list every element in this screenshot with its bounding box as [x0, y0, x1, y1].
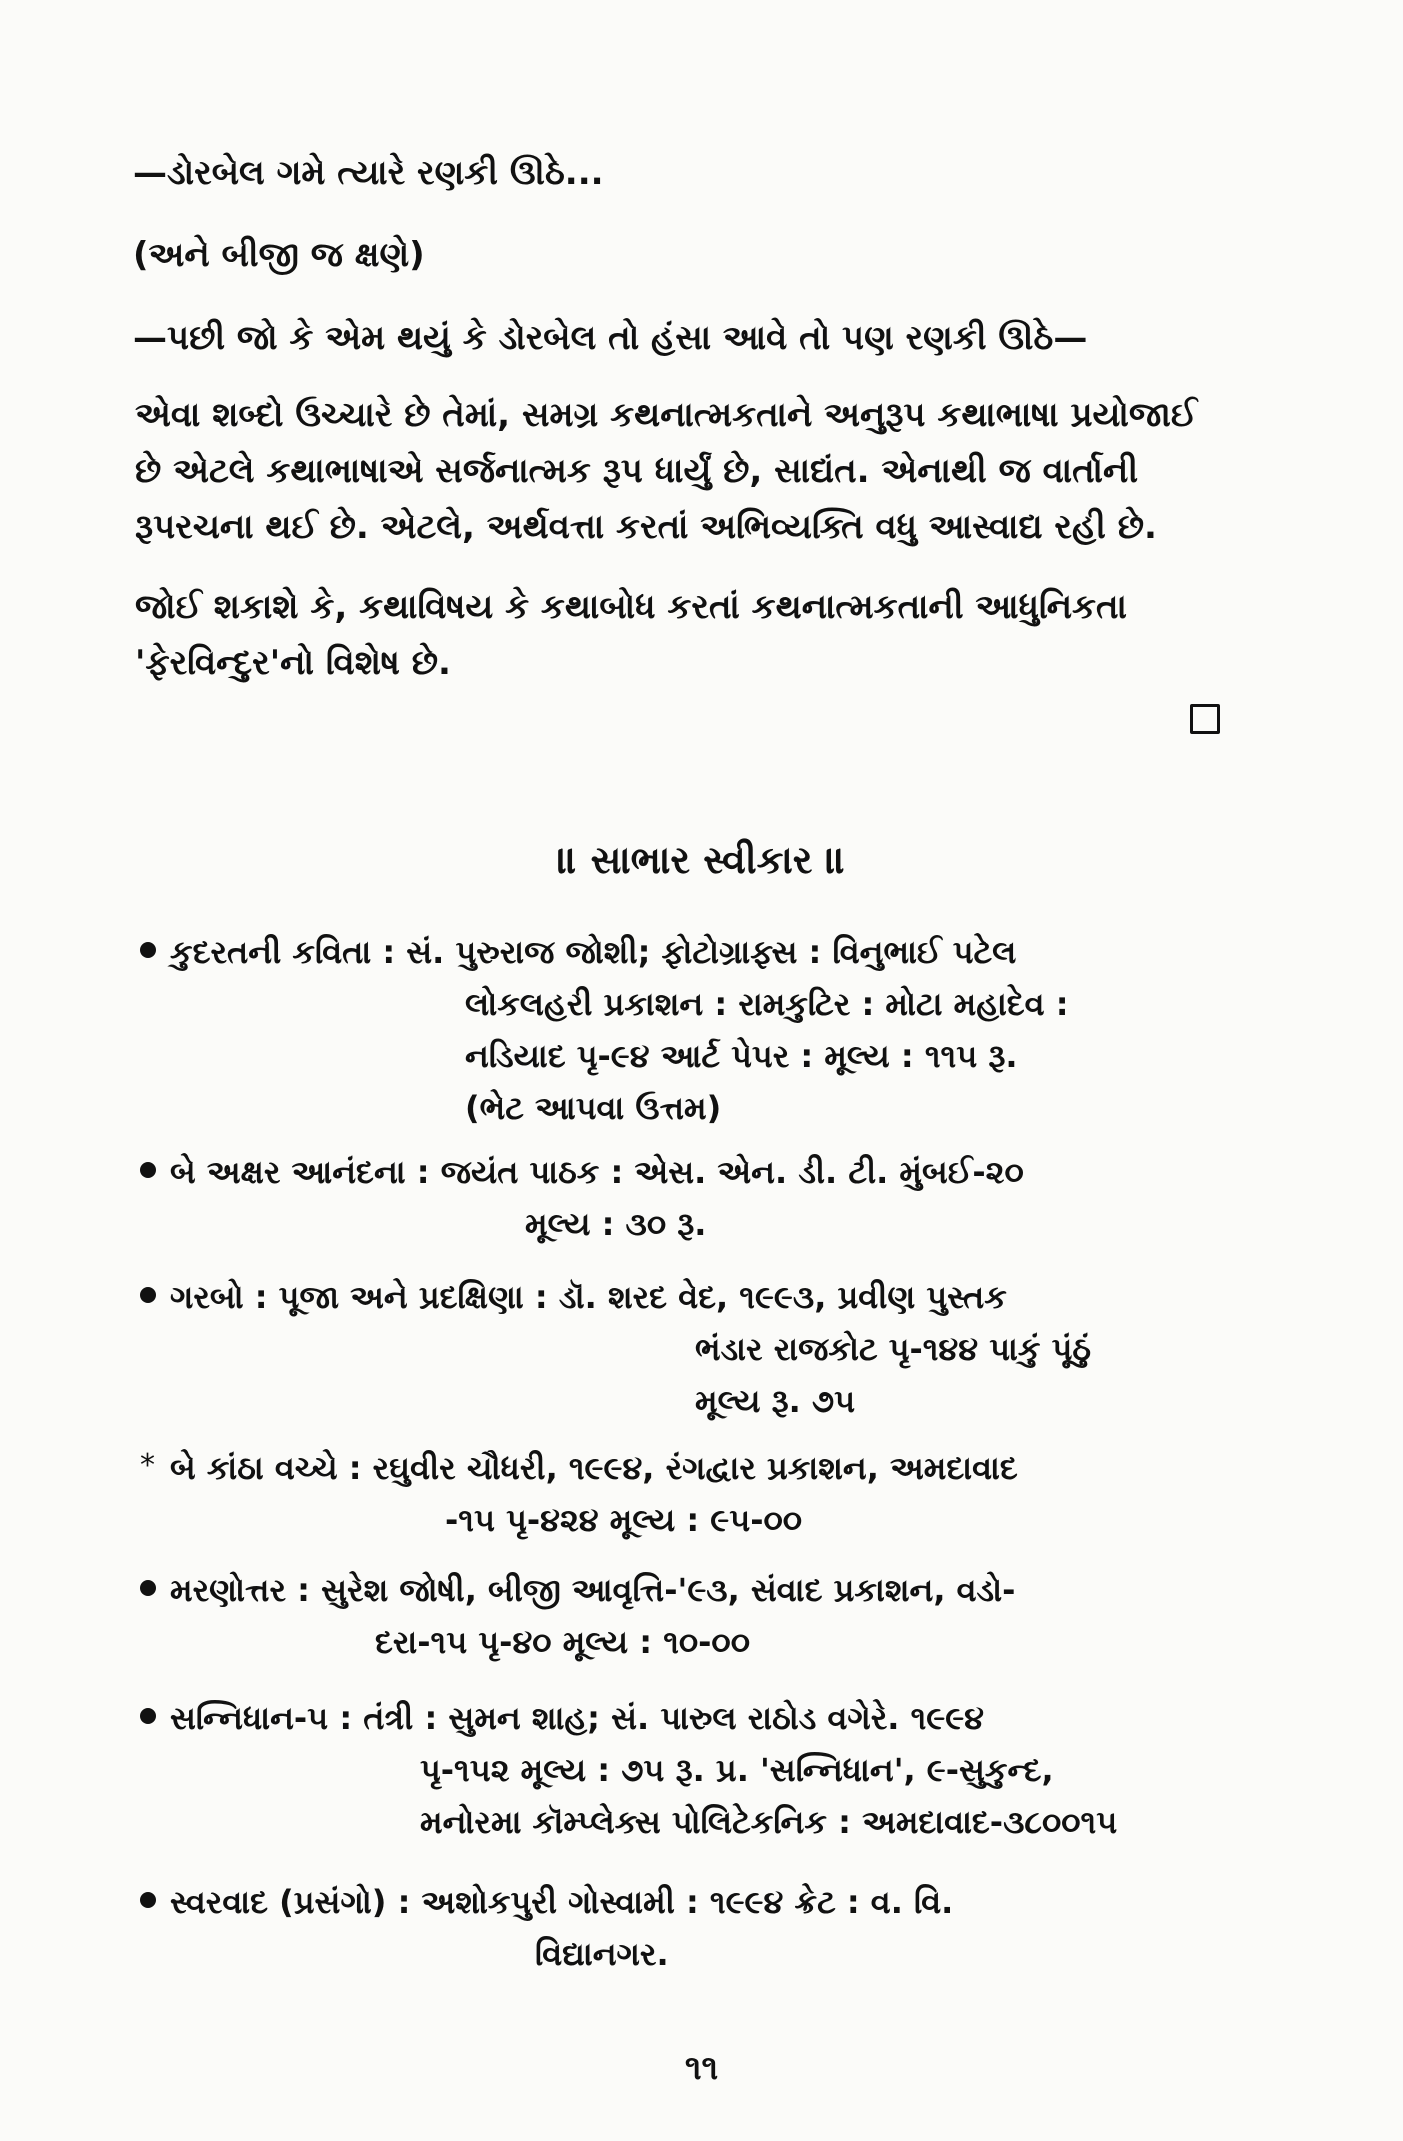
entry-line: ગરબો : પૂજા અને પ્રદક્ષિણા : ડૉ. શરદ વેદ, ૧૯૯૩, પ્રવીણ પુસ્તક	[170, 1278, 1007, 1316]
bullet-icon	[140, 1162, 156, 1178]
book-entry	[140, 1446, 1290, 1546]
entry-line: ભંડાર રાજકોટ પૃ-૧૪૪ પાકું પૂંઠું	[695, 1330, 1091, 1368]
bullet-icon	[140, 1892, 156, 1908]
star-icon: *	[140, 1448, 155, 1483]
entry-line: દરા-૧૫ પૃ-૪૦ મૂલ્ય : ૧૦-૦૦	[375, 1623, 750, 1661]
bullet-icon	[140, 942, 156, 958]
entry-line: મૂલ્ય : ૩૦ રૂ.	[525, 1205, 707, 1243]
paragraph-line: 'ફેરવિન્દુર'નો વિશેષ છે.	[135, 643, 451, 683]
entry-line: પૃ-૧૫૨ મૂલ્ય : ૭૫ રૂ. પ્ર. 'સન્નિધાન', ૯-સુકુન્દ,	[420, 1751, 1054, 1789]
dialogue-line: —ડોરબેલ ગમે ત્યારે રણકી ઊઠે...	[133, 153, 604, 193]
book-entry	[140, 1880, 1290, 1980]
entry-line: કુદરતની કવિતા : સં. પુરુરાજ જોશી; ફોટોગ્રાફ્સ : વિનુભાઈ પટેલ	[170, 933, 1017, 971]
entry-line: મનોરમા કૉમ્પ્લેક્સ પોલિટેકનિક : અમદાવાદ-૩૮૦૦૧૫	[420, 1803, 1118, 1841]
entry-line: -૧૫ પૃ-૪૨૪ મૂલ્ય : ૯૫-૦૦	[445, 1501, 803, 1539]
entry-line: વિદ્યાનગર.	[535, 1935, 669, 1973]
entry-line: નડિયાદ પૃ-૯૪ આર્ટ પેપર : મૂલ્ય : ૧૧૫ રૂ.	[465, 1037, 1018, 1075]
book-entry	[140, 1568, 1290, 1668]
paragraph-line: જોઈ શકાશે કે, કથાવિષય કે કથાબોધ કરતાં કથનાત્મકતાની આધુનિકતા	[135, 587, 1127, 627]
entry-line: મૂલ્ય રૂ. ૭૫	[695, 1382, 856, 1420]
bullet-icon	[140, 1708, 156, 1724]
book-entry	[140, 1150, 1290, 1250]
entry-line: સન્નિધાન-૫ : તંત્રી : સુમન શાહ; સં. પારુલ રાઠોડ વગેરે. ૧૯૯૪	[170, 1699, 984, 1737]
dialogue-line: (અને બીજી જ ક્ષણે)	[133, 235, 425, 275]
section-heading: ॥ સાભાર સ્વીકાર ॥	[557, 838, 846, 882]
end-of-article-square-icon	[1190, 704, 1220, 734]
book-entry	[140, 930, 1290, 1130]
entry-line: (ભેટ આપવા ઉત્તમ)	[465, 1089, 722, 1127]
dialogue-line: —પછી જો કે એમ થયું કે ડોરબેલ તો હંસા આવે તો પણ રણકી ઊઠે—	[133, 318, 1088, 358]
paragraph-line: રૂપરચના થઈ છે. એટલે, અર્થવત્તા કરતાં અભિવ્યક્તિ વધુ આસ્વાદ્ય રહી છે.	[135, 507, 1157, 547]
book-entry	[140, 1275, 1290, 1425]
entry-line: બે અક્ષર આનંદના : જયંત પાઠક : એસ. એન. ડી. ટી. મુંબઈ-૨૦	[170, 1153, 1024, 1191]
bullet-icon	[140, 1287, 156, 1303]
bullet-icon	[140, 1580, 156, 1596]
entry-line: લોકલહરી પ્રકાશન : રામકુટિર : મોટા મહાદેવ :	[465, 985, 1069, 1023]
page-number: ૧૧	[684, 2048, 719, 2088]
entry-line: મરણોત્તર : સુરેશ જોષી, બીજી આવૃત્તિ-'૯૩, સંવાદ પ્રકાશન, વડો-	[170, 1571, 1016, 1609]
book-entry	[140, 1696, 1290, 1846]
entry-line: બે કાંઠા વચ્ચે : રઘુવીર ચૌધરી, ૧૯૯૪, રંગદ્વાર પ્રકાશન, અમદાવાદ	[170, 1449, 1018, 1487]
paragraph-line: છે એટલે કથાભાષાએ સર્જનાત્મક રૂપ ધાર્યું છે, સાદ્યંત. એનાથી જ વાર્તાની	[135, 451, 1139, 491]
entry-line: સ્વરવાદ (પ્રસંગો) : અશોકપુરી ગોસ્વામી : ૧૯૯૪ ક્રેટ : વ. વિ.	[170, 1883, 954, 1921]
paragraph-line: એવા શબ્દો ઉચ્ચારે છે તેમાં, સમગ્ર કથનાત્મકતાને અનુરૂપ કથાભાષા પ્રયોજાઈ	[135, 395, 1198, 435]
